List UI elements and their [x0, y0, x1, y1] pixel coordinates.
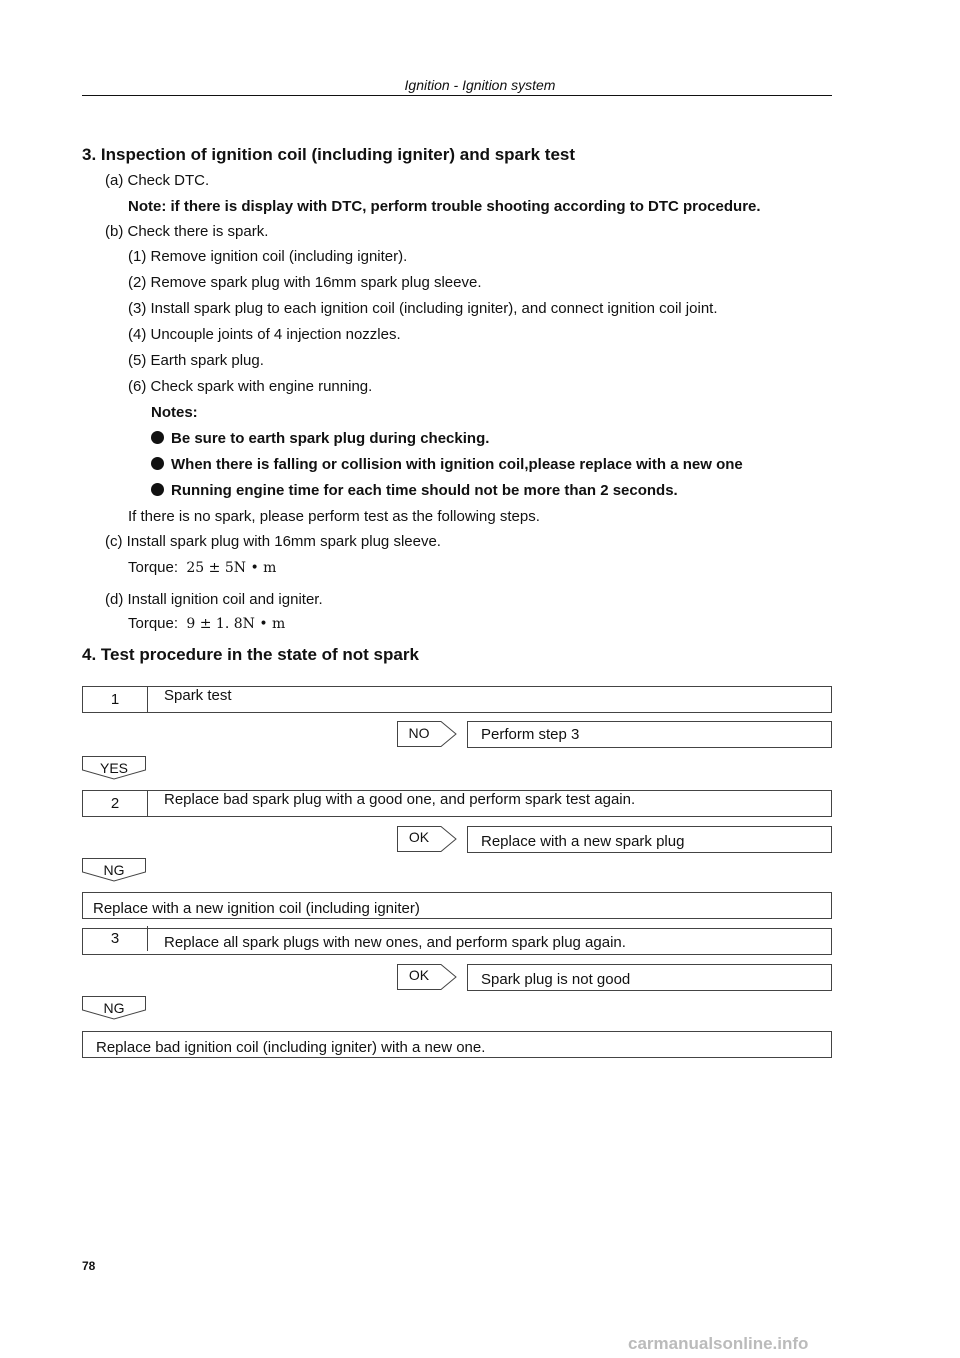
substep-1: (1) Remove ignition coil (including igniter).: [128, 248, 408, 265]
step2-box: [82, 790, 832, 817]
note-item: Be sure to earth spark plug during checking.: [151, 430, 489, 447]
step-number: 2: [83, 791, 148, 816]
note-item: Running engine time for each time should not be more than 2 seconds.: [151, 482, 678, 499]
spark-not-good-text: Spark plug is not good: [481, 971, 631, 988]
replace-coil-text: Replace with a new ignition coil (including igniter): [93, 900, 420, 917]
step-a-note: Note: if there is display with DTC, perform trouble shooting according to DTC procedure.: [128, 198, 761, 215]
replace-bad-coil-text: Replace bad ignition coil (including igniter) with a new one.: [96, 1039, 486, 1056]
substep-4: (4) Uncouple joints of 4 injection nozzles.: [128, 326, 401, 343]
no-spark-instruction: If there is no spark, please perform test as the following steps.: [128, 508, 540, 525]
no-label: NO: [408, 725, 430, 741]
replace-spark-plug-box: [467, 826, 832, 853]
replace-bad-coil-box: [82, 1031, 832, 1058]
torque-label: Torque:: [128, 559, 179, 576]
step-a: (a) Check DTC.: [105, 172, 210, 189]
header-rule: [82, 95, 832, 96]
bullet-icon: [151, 483, 164, 496]
section3-heading: 3. Inspection of ignition coil (including igniter) and spark test: [82, 145, 576, 164]
replace-coil-box: [82, 892, 832, 919]
torque-label: Torque:: [128, 615, 179, 632]
step-d: (d) Install ignition coil and igniter.: [105, 591, 323, 608]
perform-step3-box: [467, 721, 832, 748]
substep-6: (6) Check spark with engine running.: [128, 378, 373, 395]
watermark: carmanualsonline.info: [628, 1334, 809, 1353]
torque-d-value: 9 ± 1. 8N • m: [186, 616, 286, 632]
yes-label: YES: [99, 760, 128, 776]
step-c: (c) Install spark plug with 16mm spark plug sleeve.: [105, 533, 441, 550]
spark-not-good-box: [467, 964, 832, 991]
section4-heading: 4. Test procedure in the state of not spark: [82, 645, 419, 664]
step-text: Replace all spark plugs with new ones, and perform spark plug again.: [164, 934, 626, 951]
ng-label: NG: [103, 862, 125, 878]
substep-3: (3) Install spark plug to each ignition coil (including igniter), and connect ignition coil joint.: [128, 300, 718, 317]
bullet-icon: [151, 457, 164, 470]
step-number: 3: [83, 926, 148, 951]
page-header-title: Ignition - Ignition system: [404, 77, 556, 93]
perform-step3-text: Perform step 3: [481, 726, 580, 743]
bullet-icon: [151, 431, 164, 444]
ok-label: OK: [408, 829, 430, 845]
note-item: When there is falling or collision with ignition coil,please replace with a new one: [151, 456, 743, 473]
page-number: 78: [82, 1259, 96, 1273]
step3-box: [82, 928, 832, 955]
step-text: Replace bad spark plug with a good one, and perform spark test again.: [164, 791, 636, 808]
step-b: (b) Check there is spark.: [105, 223, 269, 240]
ok-label: OK: [408, 967, 430, 983]
notes-label: Notes:: [151, 404, 198, 421]
substep-2: (2) Remove spark plug with 16mm spark plug sleeve.: [128, 274, 482, 291]
substep-5: (5) Earth spark plug.: [128, 352, 264, 369]
step1-box: [82, 686, 832, 713]
torque-c-value: 25 ± 5N • m: [186, 560, 277, 576]
step-text: Spark test: [164, 687, 232, 704]
ng-label: NG: [103, 1000, 125, 1016]
step-number: 1: [83, 687, 148, 712]
replace-spark-plug-text: Replace with a new spark plug: [481, 833, 685, 850]
torque-d: [128, 615, 285, 632]
torque-c: [128, 559, 276, 576]
